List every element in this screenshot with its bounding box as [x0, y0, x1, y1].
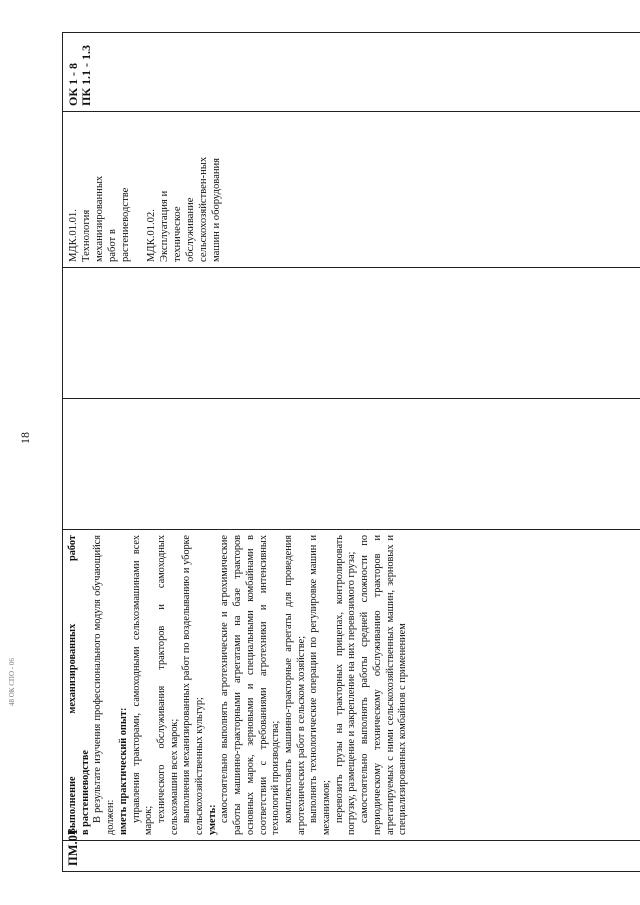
content-paragraph: комплектовать машинно-тракторные агрегаты для проведения агротехнических работ в сельском хозяйстве; — [282, 535, 307, 835]
mdk-line: машин и оборудования — [211, 157, 222, 262]
competencies-list — [67, 38, 93, 106]
mdk-line: растениеводстве — [120, 187, 131, 262]
module-title-line-1: Выполнение механизированных работ — [67, 535, 78, 835]
mdk-line: обслуживание — [185, 197, 196, 262]
mdk-line: сельскохозяйствен-ных — [198, 156, 209, 262]
blank-cell — [63, 399, 640, 530]
content-paragraph: выполнять технологические операции по регулировке машин и механизмов; — [308, 535, 333, 835]
content-paragraph: выполнения механизированных работ по возделыванию и уборке сельскохозяйственных культур; — [181, 535, 206, 835]
competencies-cell — [63, 33, 640, 112]
mdk-line: техническое — [172, 206, 183, 262]
content-paragraph: самостоятельно выполнять агротехнические и агрохимические работы машинно-тракторными агрегатами на базе тракторов основных марок, зерновыми и специальными комбайнами в соответствии с требованиями агротехники и интенсивных технологий производства; — [219, 535, 282, 835]
module-content-cell — [63, 530, 640, 841]
content-paragraph: иметь практический опыт: — [117, 707, 129, 835]
content-paragraph: уметь: — [206, 804, 218, 835]
footer-code: 48 ОК СПО - 06 — [8, 658, 16, 706]
mdk-block — [145, 117, 223, 262]
competency-code: ПК 1.1 - 1.3 — [79, 44, 93, 106]
page-number: 18 — [18, 432, 32, 444]
module-code-cell: ПМ.01 — [63, 841, 640, 872]
mdk-cell — [63, 112, 640, 268]
module-title-line-2: в растениеводстве — [79, 750, 91, 835]
mdk-line: МДК.01.01. — [68, 209, 79, 262]
content-paragraph: В результате изучения профессионального модуля обучающийся должен: — [92, 535, 117, 835]
mdk-line: МДК.01.02. — [146, 209, 157, 262]
rotated-table-container — [62, 32, 640, 872]
competency-code: ОК 1 - 8 — [66, 62, 80, 106]
mdk-line: Эксплуатация и — [159, 190, 170, 262]
blank-cell-2 — [63, 268, 640, 399]
mdk-list — [67, 117, 223, 262]
mdk-block — [67, 117, 132, 262]
mdk-line: Технология — [81, 209, 92, 262]
content-paragraph: самостоятельно выполнять работы средней сложности по периодическому техническому обслуживанию тракторов и агрегатируемых с ними сельскохозяйственных машин, зерновых и специализированных комбайнов с применением — [359, 535, 409, 835]
mdk-line: работ в — [107, 229, 118, 262]
module-content-list — [92, 535, 410, 835]
mdk-line: механизированных — [94, 175, 105, 262]
content-paragraph: перевозить грузы на тракторных прицепах, контролировать погрузку, размещение и закрепление на них перевозимого груза; — [333, 535, 358, 835]
table-row — [63, 33, 640, 872]
content-paragraph: управления тракторами, самоходными сельхозмашинами всех марок; — [130, 535, 155, 835]
content-paragraph: технического обслуживания тракторов и самоходных сельхозмашин всех марок; — [155, 535, 180, 835]
curriculum-table — [62, 32, 640, 872]
